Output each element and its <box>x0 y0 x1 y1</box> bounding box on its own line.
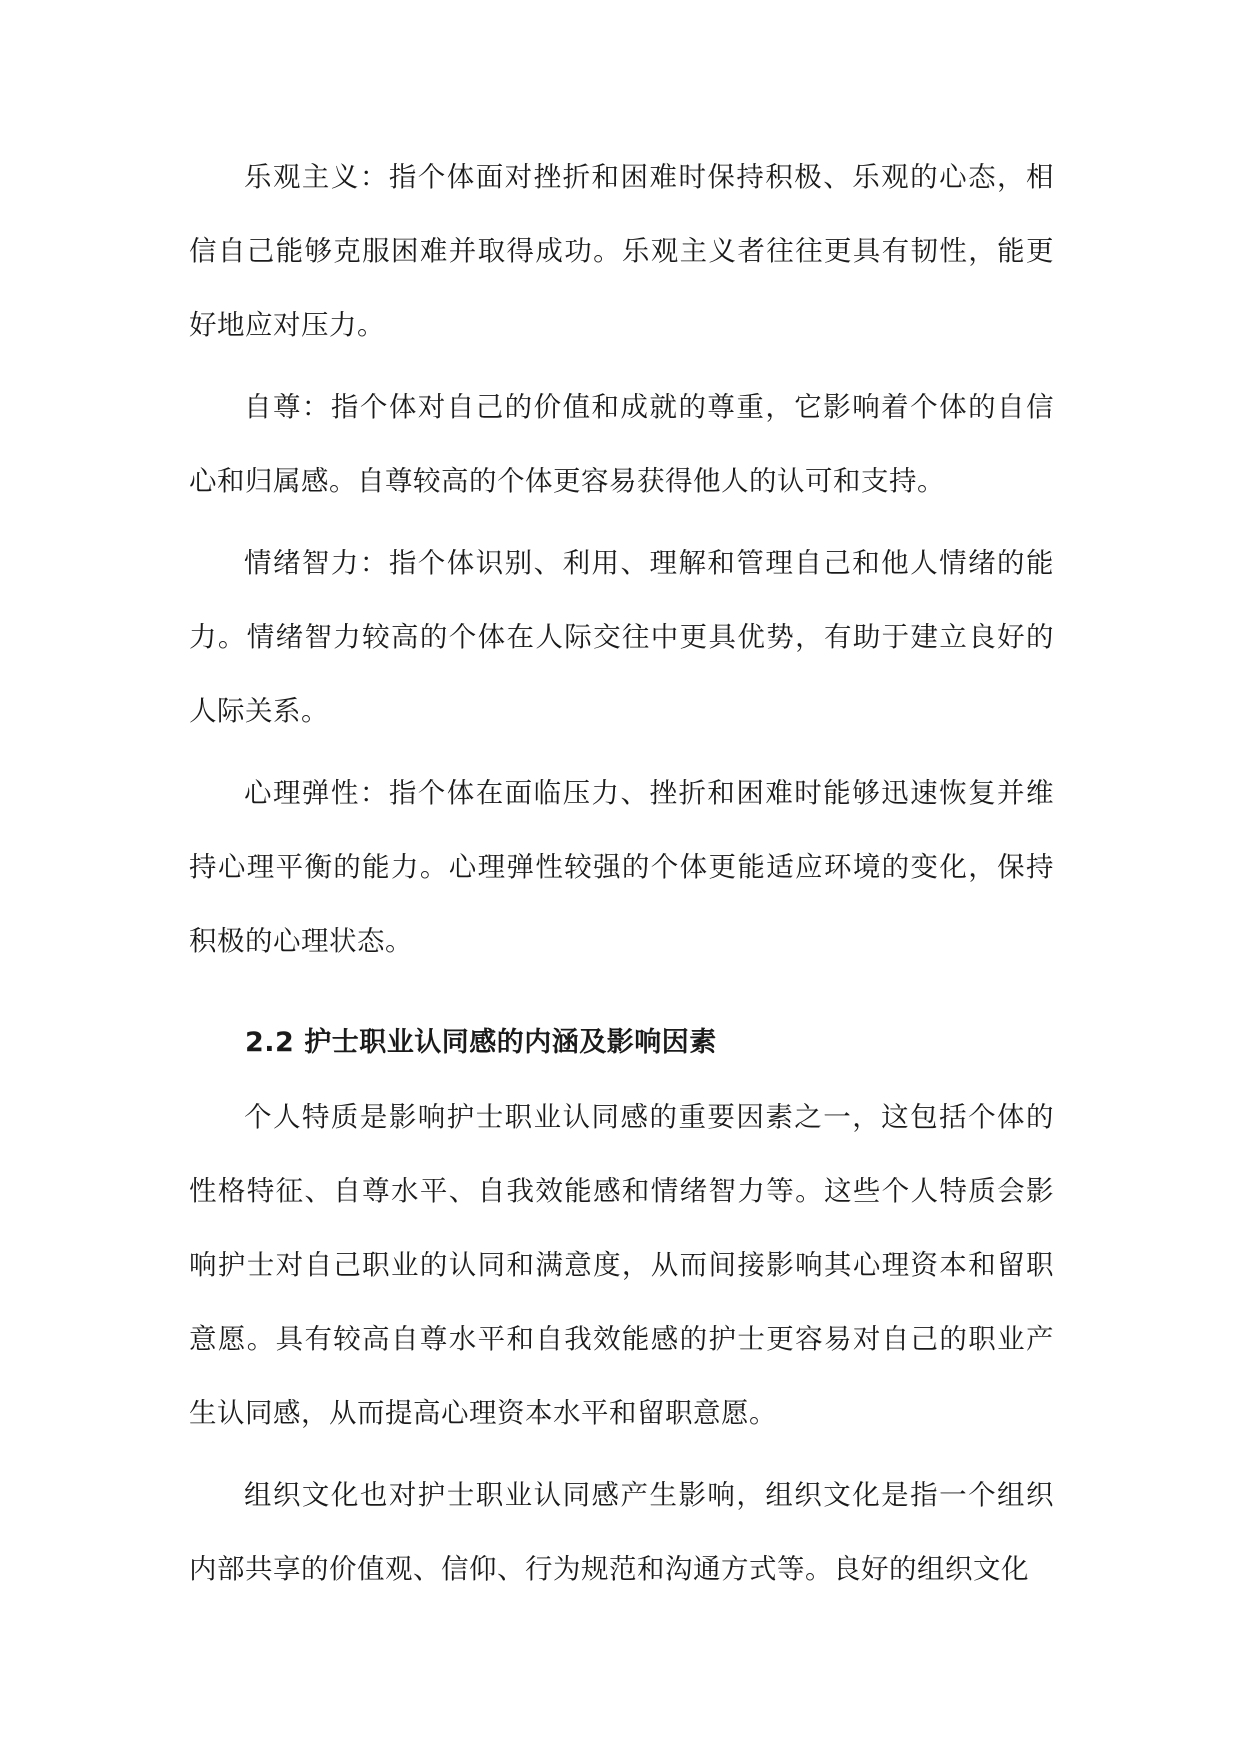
paragraph-organizational-culture: 组织文化也对护士职业认同感产生影响，组织文化是指一个组织内部共享的价值观、信仰、行为规范和沟通方式等。良好的组织文化 <box>189 1479 1054 1585</box>
section-title: 护士职业认同感的内涵及影响因素 <box>304 1027 717 1058</box>
paragraph-resilience: 心理弹性：指个体在面临压力、挫折和困难时能够迅速恢复并维持心理平衡的能力。心理弹性较强的个体更能适应环境的变化，保持积极的心理状态。 <box>189 777 1054 957</box>
document-page <box>189 140 1054 1606</box>
paragraph-personal-traits: 个人特质是影响护士职业认同感的重要因素之一，这包括个体的性格特征、自尊水平、自我效能感和情绪智力等。这些个人特质会影响护士对自己职业的认同和满意度，从而间接影响其心理资本和留职意愿。具有较高自尊水平和自我效能感的护士更容易对自己的职业产生认同感，从而提高心理资本水平和留职意愿。 <box>189 1101 1054 1429</box>
section-number: 2.2 <box>245 1027 295 1058</box>
paragraph-emotional-intelligence: 情绪智力：指个体识别、利用、理解和管理自己和他人情绪的能力。情绪智力较高的个体在人际交往中更具优势，有助于建立良好的人际关系。 <box>189 547 1054 727</box>
section-heading <box>189 1006 1054 1080</box>
paragraph-self-esteem: 自尊：指个体对自己的价值和成就的尊重，它影响着个体的自信心和归属感。自尊较高的个体更容易获得他人的认可和支持。 <box>189 391 1054 497</box>
paragraph-optimism: 乐观主义：指个体面对挫折和困难时保持积极、乐观的心态，相信自己能够克服困难并取得成功。乐观主义者往往更具有韧性，能更好地应对压力。 <box>189 161 1054 341</box>
